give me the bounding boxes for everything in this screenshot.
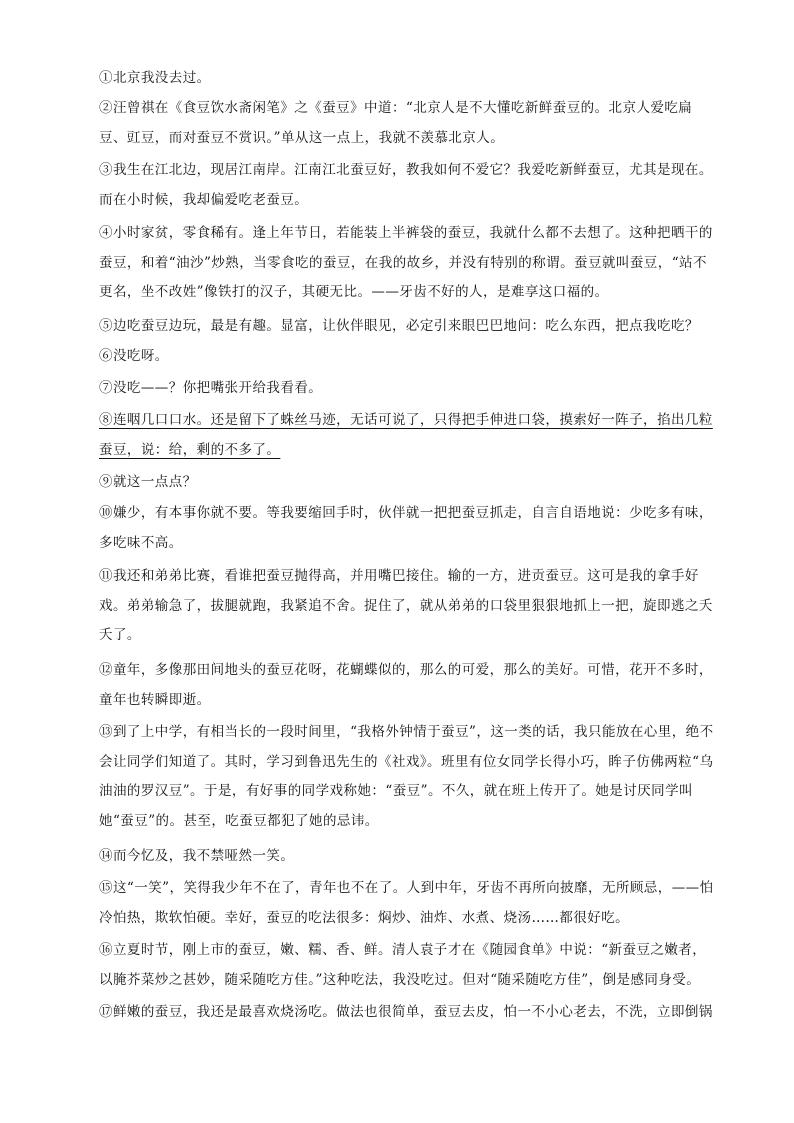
paragraph-14: ⑭而今忆及，我不禁哑然一笑。: [99, 848, 295, 864]
paragraph-4: ④小时家贫，零食稀有。逢上年节日，若能装上半裤袋的蚕豆，我就什么都不去想了。这种把晒干的蚕豆，和着“油沙”炒熟，当零食吃的蚕豆，在我的故乡，并没有特别的称谓。蚕豆就叫蚕豆，“站不更名，坐不改姓”像铁打的汉子，其硬无比。——牙齿不好的人，是难享这口福的。: [99, 225, 713, 300]
paragraph-6: ⑥没吃呀。: [99, 348, 169, 364]
paragraph-2: ②汪曾祺在《食豆饮水斋闲笔》之《蚕豆》中道：“北京人是不大懂吃新鲜蚕豆的。北京人爱吃扁豆、豇豆，而对蚕豆不赏识。”单从这一点上，我就不羡慕北京人。: [99, 100, 693, 146]
paragraph-3: ③我生在江北边，现居江南岸。江南江北蚕豆好，教我如何不爱它？我爱吃新鲜蚕豆，尤其是现在。而在小时候，我却偏爱吃老蚕豆。: [99, 162, 713, 208]
paragraph-13: ⑬到了上中学，有相当长的一段时间里，“我格外钟情于蚕豆”，这一类的话，我只能放在心里，绝不会让同学们知道了。其时，学习到鲁迅先生的《社戏》。班里有位女同学长得小巧，眸子仿佛两粒“乌油油的罗汉豆”。于是，有好事的同学戏称她：“蚕豆”。不久，就在班上传开了。她是讨厌同学叫她“蚕豆”的。甚至，吃蚕豆都犯了她的忌讳。: [99, 724, 714, 829]
paragraph-10: ⑩嫌少，有本事你就不要。等我要缩回手时，伙伴就一把把蚕豆抓走，自言自语地说：少吃多有味，多吃味不高。: [99, 505, 713, 551]
paragraph-7: ⑦没吃——？你把嘴张开给我看看。: [99, 380, 323, 396]
paragraph-12: ⑫童年，多像那田间地头的蚕豆花呀，花蝴蝶似的，那么的可爱，那么的美好。可惜，花开不多时，童年也转瞬即逝。: [99, 662, 713, 708]
paragraph-16: ⑯立夏时节，刚上市的蚕豆，嫩、糯、香、鲜。清人袁子才在《随园食单》中说：“新蚕豆之嫩者，以腌芥菜炒之甚妙，随采随吃方佳。”这种吃法，我没吃过。但对“随采随吃方佳”，倒是感同身受。: [99, 942, 707, 988]
paragraph-5: ⑤边吃蚕豆边玩，最是有趣。显富，让伙伴眼见，必定引来眼巴巴地问：吃么东西，把点我吃吃？: [99, 318, 699, 334]
paragraph-8-underlined: ⑧连咽几口口水。还是留下了蛛丝马迹，无话可说了，只得把手伸进口袋，摸索好一阵子，掐出几粒蚕豆，说：给，剩的不多了。: [99, 412, 713, 458]
paragraph-15: ⑮这“一笑”，笑得我少年不在了，青年也不在了。人到中年，牙齿不再所向披靡，无所顾忌，——怕冷怕热，欺软怕硬。幸好，蚕豆的吃法很多：焖炒、油炸、水煮、烧汤……都很好吃。: [99, 880, 714, 926]
paragraph-17: ⑰鲜嫩的蚕豆，我还是最喜欢烧汤吃。做法也很简单，蚕豆去皮，怕一不小心老去，不洗，立即倒锅: [99, 1004, 713, 1020]
paragraph-1: ①北京我没去过。: [99, 70, 211, 86]
paragraph-11: ⑪我还和弟弟比赛，看谁把蚕豆抛得高，并用嘴巴接住。输的一方，进贡蚕豆。这可是我的拿手好戏。弟弟输急了，拔腿就跑，我紧追不舍。捉住了，就从弟弟的口袋里狠狠地抓上一把，旋即逃之夭夭了。: [99, 568, 713, 643]
paragraph-9: ⑨就这一点点？: [99, 474, 197, 490]
